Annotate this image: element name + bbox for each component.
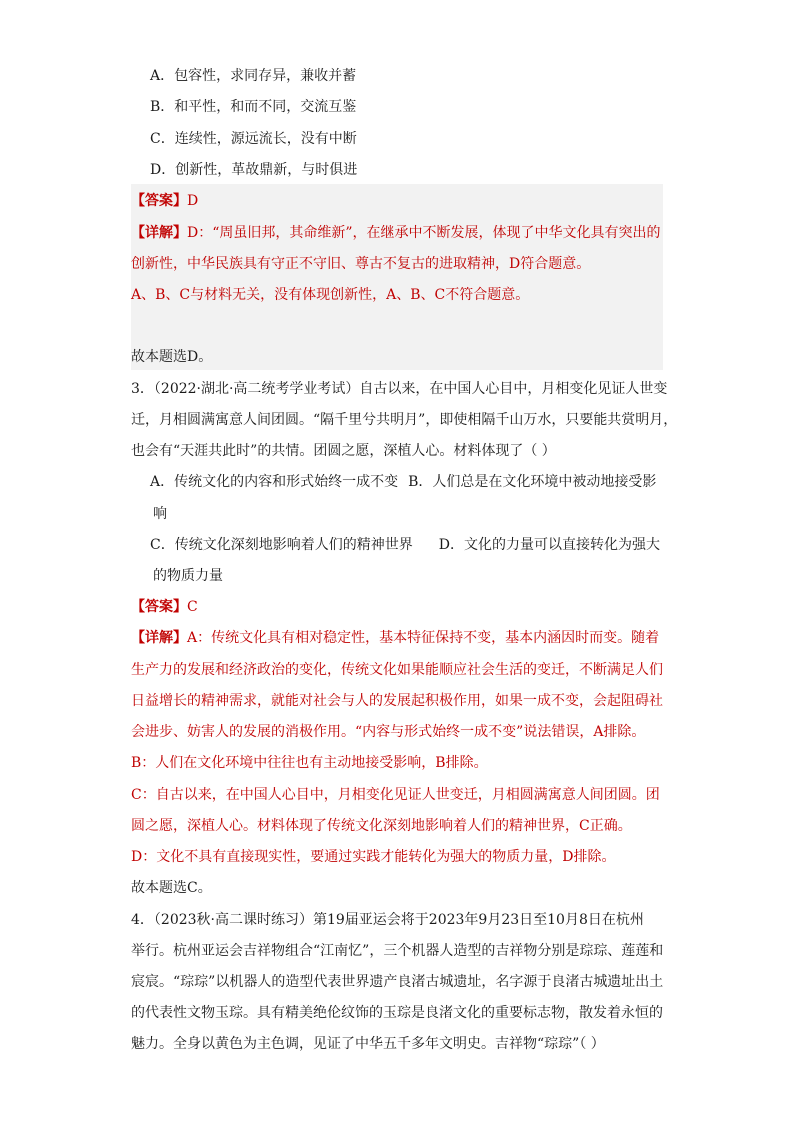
answer-value: C (187, 599, 198, 615)
q2-detail-line-3: A、B、C与材料无关，没有体现创新性，A、B、C不符合题意。 (131, 287, 530, 303)
q3-detail-line-7: 圆之愿，深植人心。材料体现了传统文化深刻地影响着人们的精神世界，C正确。 (131, 818, 632, 834)
q3-stem-line-2: 迁，月相圆满寓意人间团圆。“隔千里兮共明月”，即使相隔千山万水，只要能共赏明月， (131, 412, 678, 428)
answer-tag: 【答案】 (131, 599, 187, 615)
q3-stem-line-1: 3．（2022·湖北·高二统考学业考试）自古以来，在中国人心目中，月相变化见证人世变 (131, 381, 668, 397)
q3-options-cd (150, 535, 660, 555)
q3-option-b: B．人们总是在文化环境中被动地接受影 (408, 474, 657, 490)
q2-option-b: B．和平性，和而不同，交流互鉴 (150, 99, 357, 115)
q3-option-b-cont: 响 (153, 506, 167, 522)
q3-option-a: A．传统文化的内容和形式始终一成不变 (150, 474, 399, 490)
q3-detail-line-1: 【详解】A：传统文化具有相对稳定性，基本特征保持不变，基本内涵因时而变。随着 (131, 630, 660, 646)
answer-value: D (187, 193, 199, 209)
q3-detail-line-8: D：文化不具有直接现实性，要通过实践才能转化为强大的物质力量，D排除。 (131, 849, 616, 865)
detail-tag: 【详解】 (131, 225, 187, 241)
q3-detail-line-2: 生产力的发展和经济政治的变化，传统文化如果能顺应社会生活的变迁，不断满足人们 (131, 662, 663, 678)
q3-stem-line-3: 也会有“天涯共此时”的共情。团圆之愿，深植人心。材料体现了（ ） (131, 443, 556, 459)
q2-option-a: A．包容性，求同存异，兼收并蓄 (150, 68, 357, 84)
detail-tag: 【详解】 (131, 630, 187, 646)
q4-stem-line-4: 的代表性文物玉琮。具有精美绝伦纹饰的玉琮是良渚文化的重要标志物，散发着永恒的 (131, 1005, 663, 1021)
q3-option-c: C．传统文化深刻地影响着人们的精神世界 (150, 537, 413, 553)
q3-conclusion: 故本题选C。 (131, 880, 212, 896)
q2-detail-line-1: 【详解】D：“周虽旧邦，其命维新”，在继承中不断发展，体现了中华文化具有突出的 (131, 225, 661, 241)
q4-stem-line-2: 举行。杭州亚运会吉祥物组合“江南忆”，三个机器人造型的吉祥物分别是琮琮、莲莲和 (131, 943, 664, 959)
q3-detail-line-3: 日益增长的精神需求，就能对社会与人的发展起积极作用，如果一成不变，会起阻碍社 (131, 693, 663, 709)
q2-detail-line-2: 创新性，中华民族具有守正不守旧、尊古不复古的进取精神，D符合题意。 (131, 256, 591, 272)
q3-answer (131, 597, 198, 617)
q3-detail-line-4: 会进步、妨害人的发展的消极作用。“内容与形式始终一成不变”说法错误，A排除。 (131, 724, 646, 740)
q3-detail-line-6: C：自古以来，在中国人心目中，月相变化见证人世变迁，月相圆满寓意人间团圆。团 (131, 787, 660, 803)
q2-answer-block (131, 184, 663, 370)
q3-option-d-cont: 的物质力量 (153, 568, 223, 584)
q3-detail-line-5: B：人们在文化环境中往往也有主动地接受影响，B排除。 (131, 755, 488, 771)
answer-tag: 【答案】 (131, 193, 187, 209)
q4-stem-line-5: 魅力。全身以黄色为主色调，见证了中华五千多年文明史。吉祥物“琮琮”（ ） (131, 1036, 605, 1052)
q4-stem-line-1: 4．（2023秋·高二课时练习）第19届亚运会将于2023年9月23日至10月8日在杭州 (131, 912, 644, 928)
q3-options-ab (150, 472, 656, 492)
q3-option-d: D．文化的力量可以直接转化为强大 (438, 537, 660, 553)
q2-option-c: C．连续性，源远流长，没有中断 (150, 131, 357, 147)
q4-stem-line-3: 宸宸。“琮琮”以机器人的造型代表世界遗产良渚古城遗址，名字源于良渚古城遗址出土 (131, 974, 664, 990)
q2-option-d: D．创新性，革故鼎新，与时俱进 (150, 162, 358, 178)
q2-conclusion: 故本题选D。 (131, 349, 213, 365)
q2-answer (131, 191, 198, 211)
